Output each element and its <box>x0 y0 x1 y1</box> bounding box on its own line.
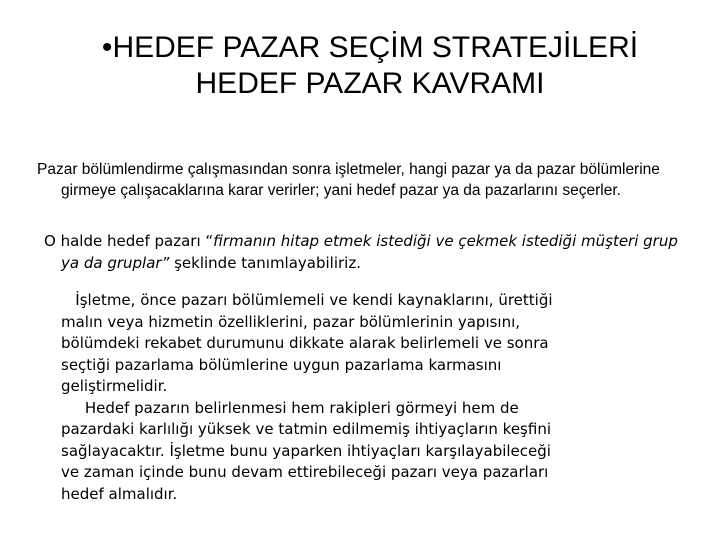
explanation-line: pazardaki karlılığı yüksek ve tatmin edilmemiş ihtiyaçların keşfini <box>61 420 551 438</box>
slide-title <box>40 30 700 102</box>
explanation-line: geliştirmelidir. <box>61 377 168 395</box>
definition-italic: firmanın hitap etmek istediği ve çekmek istediği müşteri grup ya da gruplar” <box>61 232 678 272</box>
explanation-line: bölümdeki rekabet durumunu dikkate alarak belirlemeli ve sonra <box>61 334 549 352</box>
explanation-line: hedef almalıdır. <box>61 484 178 503</box>
title-line-2: HEDEF PAZAR KAVRAMI <box>195 67 545 100</box>
title-main-text: HEDEF PAZAR SEÇİM STRATEJİLERİ <box>112 31 639 64</box>
explanation-line: malın veya hizmetin özelliklerini, pazar bölümlerinin yapısını, <box>61 312 521 331</box>
intro-paragraph: Pazar bölümlendirme çalışmasından sonra işletmeler, hangi pazar ya da pazar bölümlerine girmeye çalışacaklarına karar verirler; yani hedef pazar ya da pazarlarını seçerler. <box>37 161 660 199</box>
definition-suffix: şeklinde tanımlayabiliriz. <box>169 253 361 272</box>
title-line-1 <box>40 30 700 66</box>
explanation-line: Hedef pazarın belirlenmesi hem rakipleri görmeyi hem de <box>61 398 519 417</box>
explanation-line: ve zaman içinde bunu devam ettirebileceği pazarı veya pazarları <box>61 463 549 481</box>
explanation-line: sağlayacaktır. İşletme bunu yaparken ihtiyaçları karşılayabileceği <box>61 441 551 460</box>
definition-paragraph <box>37 231 687 274</box>
bullet-icon: • <box>101 31 113 64</box>
explanation-paragraph <box>37 290 687 505</box>
explanation-line: İşletme, önce pazarı bölümlemeli ve kendi kaynaklarını, ürettiği <box>61 291 553 309</box>
explanation-line: seçtiği pazarlama bölümlerine uygun pazarlama karmasını <box>61 355 502 374</box>
definition-prefix: O halde hedef pazarı “ <box>44 232 214 250</box>
